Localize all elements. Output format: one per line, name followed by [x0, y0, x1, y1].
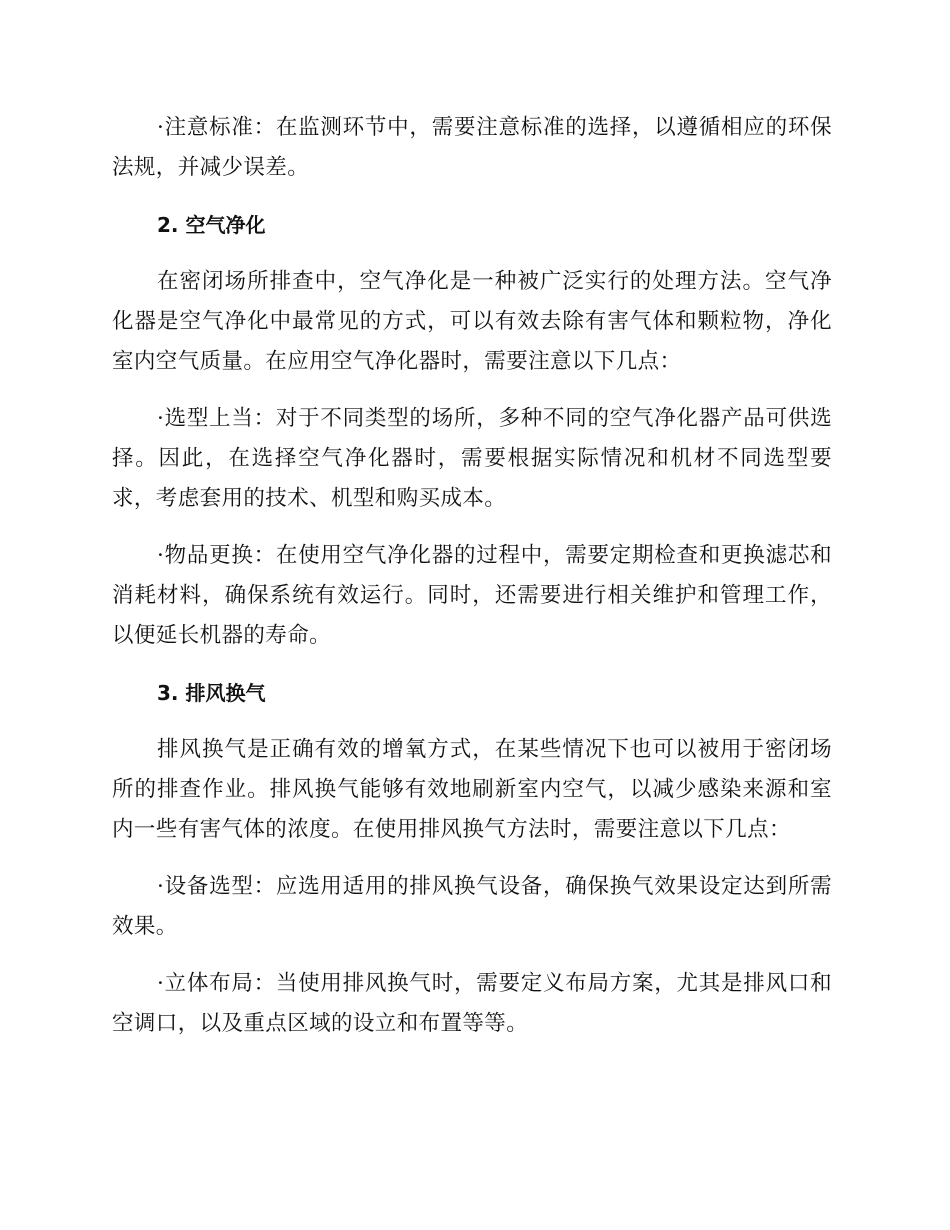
section-heading-ventilation: 3. 排风换气	[157, 681, 266, 705]
bullet-model-selection: ·选型上当：对于不同类型的场所，多种不同的空气净化器产品可供选择。因此，在选择空气净化器时，需要根据实际情况和机材不同选型要求，考虑套用的技术、机型和购买成本。	[112, 406, 832, 511]
spacer	[112, 188, 832, 205]
bullet-equipment-selection: ·设备选型：应选用适用的排风换气设备，确保换气效果设定达到所需效果。	[112, 874, 832, 939]
spacer	[112, 850, 832, 867]
paragraph-ventilation-intro: 排风换气是正确有效的增氧方式，在某些情况下也可以被用于密闭场所的排查作业。排风换气能够有效地刷新室内空气，以减少感染来源和室内一些有害气体的浓度。在使用排风换气方法时，需要注意以下几点：	[112, 737, 832, 842]
spacer	[112, 519, 832, 536]
bullet-standard-attention: ·注意标准：在监测环节中，需要注意标准的选择，以遵循相应的环保法规，并减少误差。	[112, 115, 832, 180]
spacer	[112, 713, 832, 730]
spacer	[112, 656, 832, 673]
bullet-item-replacement: ·物品更换：在使用空气净化器的过程中，需要定期检查和更换滤芯和消耗材料，确保系统有效运行。同时，还需要进行相关维护和管理工作，以便延长机器的寿命。	[112, 543, 832, 648]
spacer	[112, 245, 832, 262]
paragraph-air-purification-intro: 在密闭场所排查中，空气净化是一种被广泛实行的处理方法。空气净化器是空气净化中最常见的方式，可以有效去除有害气体和颗粒物，净化室内空气质量。在应用空气净化器时，需要注意以下几点：	[112, 269, 832, 374]
spacer	[112, 382, 832, 399]
bullet-spatial-layout: ·立体布局：当使用排风换气时，需要定义布局方案，尤其是排风口和空调口，以及重点区域的设立和布置等等。	[112, 971, 832, 1036]
document-page	[112, 108, 832, 1044]
spacer	[112, 947, 832, 964]
section-heading-air-purification: 2. 空气净化	[157, 213, 266, 237]
